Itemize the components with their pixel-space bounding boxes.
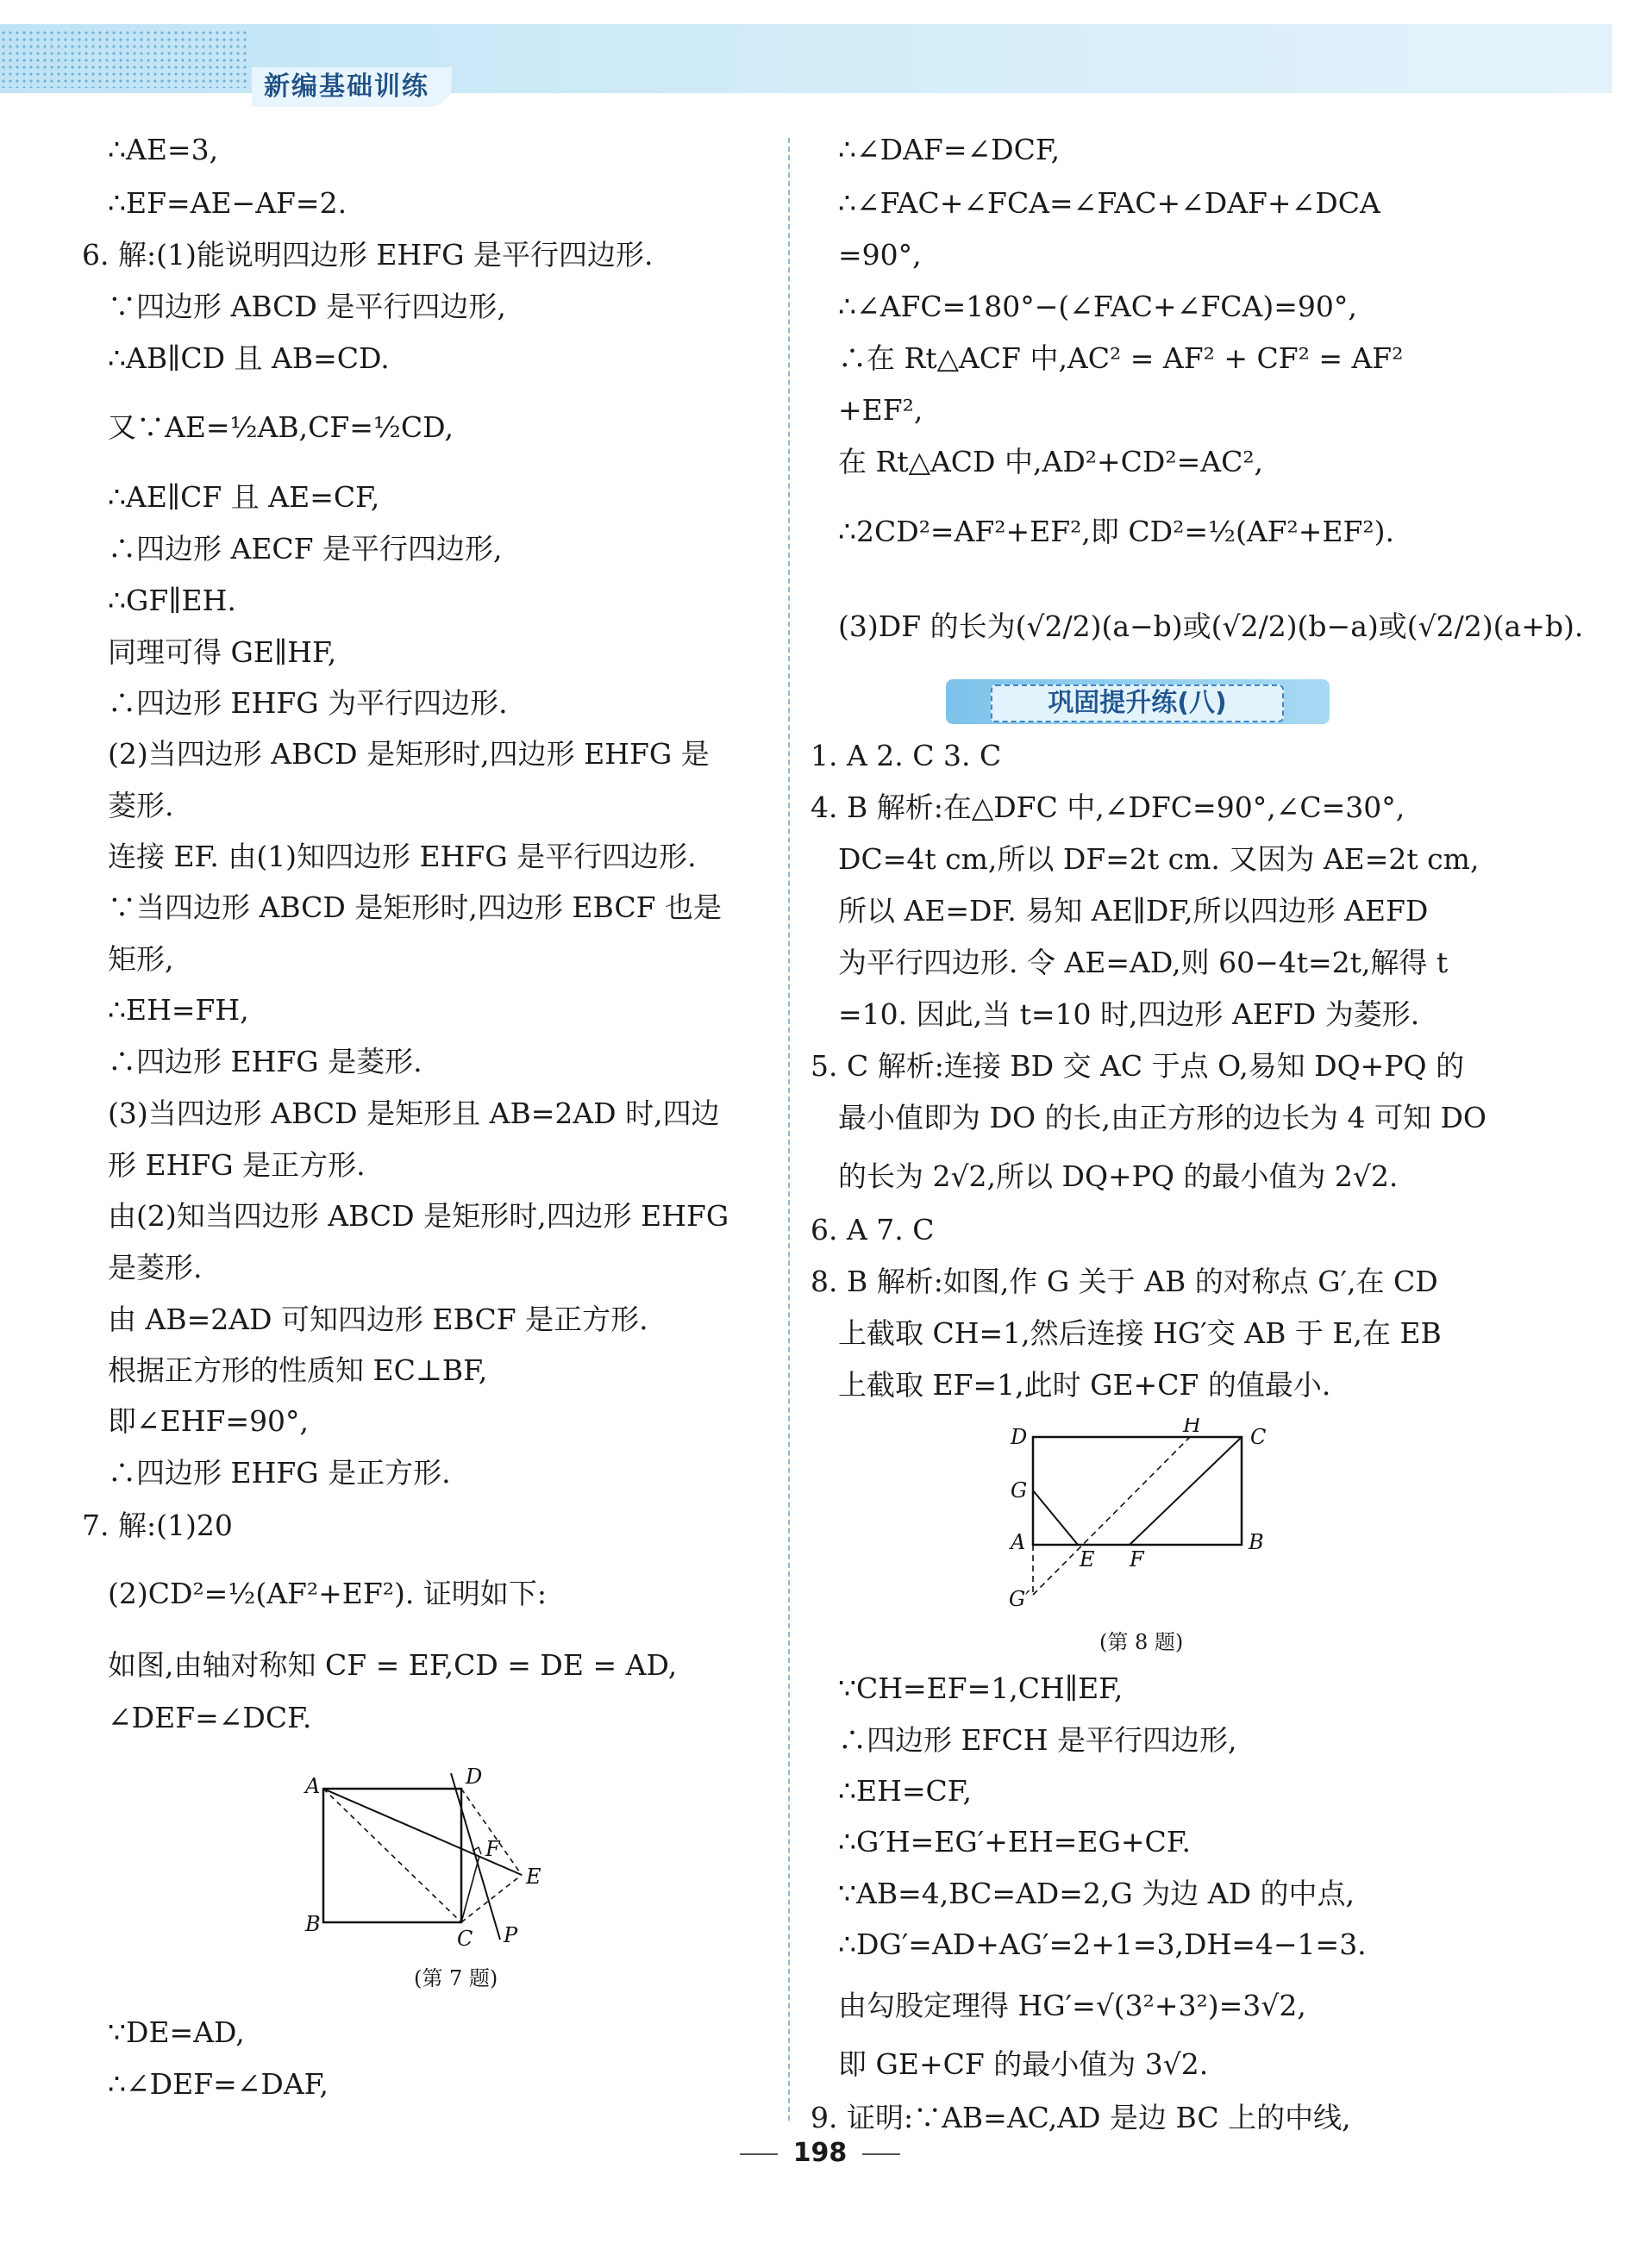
figure-7-line-CF bbox=[461, 1856, 479, 1922]
figure-8-label: B bbox=[1249, 1530, 1264, 1554]
text-line: 6. A 7. C bbox=[811, 1213, 935, 1246]
text-line: 最小值即为 DO 的长,由正方形的边长为 4 可知 DO bbox=[838, 1101, 1487, 1134]
text-line: ∴2CD²=AF²+EF²,即 CD²=½(AF²+EF²). bbox=[838, 515, 1395, 548]
text-line: ∴∠DEF=∠DAF, bbox=[108, 2067, 329, 2101]
text-line: ∵当四边形 ABCD 是矩形时,四边形 EBCF 也是 bbox=[108, 890, 722, 924]
text-line: 由(2)知当四边形 ABCD 是矩形时,四边形 EHFG bbox=[108, 1199, 729, 1233]
text-line: 的长为 2√2,所以 DQ+PQ 的最小值为 2√2. bbox=[838, 1159, 1399, 1193]
text-line: 上截取 EF=1,此时 GE+CF 的值最小. bbox=[838, 1368, 1331, 1402]
text-line: 8. B 解析:如图,作 G 关于 AB 的对称点 G′,在 CD bbox=[811, 1265, 1438, 1298]
text-line: DC=4t cm,所以 DF=2t cm. 又因为 AE=2t cm, bbox=[838, 842, 1480, 876]
figure-8-caption: (第 8 题) bbox=[1099, 1630, 1184, 1654]
text-line: ∴∠DAF=∠DCF, bbox=[838, 133, 1061, 166]
page-number-dash bbox=[740, 2153, 778, 2155]
text-line: 由 AB=2AD 可知四边形 EBCF 是正方形. bbox=[108, 1303, 648, 1336]
text-line: 形 EHFG 是正方形. bbox=[108, 1148, 366, 1182]
section-title: 巩固提升练(八) bbox=[991, 684, 1284, 722]
text-line: 即∠EHF=90°, bbox=[108, 1404, 310, 1438]
text-line: 9. 证明:∵AB=AC,AD 是边 BC 上的中线, bbox=[811, 2101, 1351, 2134]
text-line: +EF², bbox=[838, 393, 923, 427]
figure-7-label: E bbox=[526, 1865, 541, 1889]
figure-7-label: F bbox=[485, 1837, 500, 1861]
text-line: 又∵AE=½AB,CF=½CD, bbox=[108, 410, 454, 444]
figure-8-label: E bbox=[1080, 1547, 1095, 1571]
text-line: ∴四边形 EHFG 是正方形. bbox=[108, 1456, 451, 1490]
text-line: ∴∠FAC+∠FCA=∠FAC+∠DAF+∠DCA bbox=[838, 186, 1380, 220]
text-line: ∴EH=FH, bbox=[108, 993, 249, 1027]
text-line: 即 GE+CF 的最小值为 3√2. bbox=[838, 2047, 1209, 2081]
text-line: ∴DG′=AD+AG′=2+1=3,DH=4−1=3. bbox=[838, 1927, 1367, 1961]
text-line: ∴GF∥EH. bbox=[108, 584, 236, 617]
text-line: 如图,由轴对称知 CF = EF,CD = DE = AD, bbox=[108, 1648, 678, 1682]
section-banner bbox=[946, 679, 1330, 724]
figure-8-label: F bbox=[1130, 1547, 1144, 1571]
text-line: 同理可得 GE∥HF, bbox=[108, 635, 337, 669]
figure-7-label: C bbox=[457, 1927, 473, 1951]
header-band bbox=[0, 24, 1612, 93]
text-line: ∵四边形 ABCD 是平行四边形, bbox=[108, 290, 506, 323]
figure-8-label: G′ bbox=[1009, 1587, 1030, 1611]
text-line: ∴在 Rt△ACF 中,AC² = AF² + CF² = AF² bbox=[838, 341, 1404, 375]
text-line: 菱形. bbox=[108, 789, 174, 822]
figure-7-label: P bbox=[504, 1923, 518, 1947]
text-line: 1. A 2. C 3. C bbox=[811, 739, 1002, 772]
text-line: 根据正方形的性质知 EC⊥BF, bbox=[108, 1353, 488, 1387]
text-line: ∴EF=AE−AF=2. bbox=[108, 186, 347, 220]
text-line: 上截取 CH=1,然后连接 HG′交 AB 于 E,在 EB bbox=[838, 1316, 1442, 1350]
text-line: (3)DF 的长为(√2/2)(a−b)或(√2/2)(b−a)或(√2/2)(a+b). bbox=[838, 609, 1584, 643]
text-line: ∴EH=CF, bbox=[838, 1774, 973, 1808]
column-divider bbox=[788, 138, 790, 2121]
text-line: 4. B 解析:在△DFC 中,∠DFC=90°,∠C=30°, bbox=[811, 790, 1405, 824]
header-dot-pattern bbox=[0, 29, 250, 88]
figure-8-label: C bbox=[1250, 1425, 1267, 1449]
text-line: ∠DEF=∠DCF. bbox=[108, 1701, 312, 1734]
figure-8-line-HG bbox=[1033, 1437, 1190, 1595]
text-line: 6. 解:(1)能说明四边形 EHFG 是平行四边形. bbox=[82, 238, 654, 272]
text-line: (3)当四边形 ABCD 是矩形且 AB=2AD 时,四边 bbox=[108, 1097, 720, 1130]
text-line: ∴四边形 EFCH 是平行四边形, bbox=[838, 1723, 1237, 1757]
figure-7-label: A bbox=[305, 1774, 321, 1798]
figure-8-label: G bbox=[1011, 1478, 1028, 1503]
text-line: ∵DE=AD, bbox=[108, 2015, 245, 2049]
figure-8-label: D bbox=[1011, 1425, 1028, 1449]
figure-7-label: D bbox=[466, 1765, 483, 1789]
text-line: ∵AB=4,BC=AD=2,G 为边 AD 的中点, bbox=[838, 1877, 1355, 1910]
text-line: 由勾股定理得 HG′=√(3²+3²)=3√2, bbox=[838, 1989, 1306, 2022]
series-title: 新编基础训练 bbox=[252, 67, 452, 107]
text-line: 为平行四边形. 令 AE=AD,则 60−4t=2t,解得 t bbox=[838, 946, 1449, 979]
figure-7-label: B bbox=[305, 1912, 321, 1936]
text-line: (2)CD²=½(AF²+EF²). 证明如下: bbox=[108, 1577, 547, 1610]
figure-7-caption: (第 7 题) bbox=[414, 1966, 498, 1990]
figure-8-line-FC bbox=[1130, 1437, 1242, 1545]
text-line: 在 Rt△ACD 中,AD²+CD²=AC², bbox=[838, 445, 1264, 478]
figure-7-diagram bbox=[293, 1754, 604, 1961]
figure-8 bbox=[1000, 1418, 1293, 1616]
text-line: 5. C 解析:连接 BD 交 AC 于点 O,易知 DQ+PQ 的 bbox=[811, 1049, 1465, 1083]
text-line: 7. 解:(1)20 bbox=[82, 1509, 233, 1542]
figure-7 bbox=[293, 1754, 604, 1961]
text-line: ∴G′H=EG′+EH=EG+CF. bbox=[838, 1825, 1191, 1859]
text-line: ∴AE∥CF 且 AE=CF, bbox=[108, 480, 380, 514]
page-number-dash bbox=[862, 2153, 900, 2155]
text-line: (2)当四边形 ABCD 是矩形时,四边形 EHFG 是 bbox=[108, 737, 710, 771]
figure-8-label: H bbox=[1183, 1418, 1201, 1437]
figure-8-diagram bbox=[1000, 1418, 1293, 1616]
text-line: 矩形, bbox=[108, 942, 174, 976]
page-number: 198 bbox=[792, 2138, 848, 2168]
text-line: ∴AE=3, bbox=[108, 133, 219, 166]
text-line: =90°, bbox=[838, 238, 922, 272]
figure-8-label: A bbox=[1011, 1530, 1026, 1554]
text-line: 连接 EF. 由(1)知四边形 EHFG 是平行四边形. bbox=[108, 840, 697, 873]
page-number-row bbox=[0, 2138, 1640, 2168]
text-line: =10. 因此,当 t=10 时,四边形 AEFD 为菱形. bbox=[838, 997, 1420, 1031]
figure-7-diagonal bbox=[323, 1789, 461, 1922]
text-line: ∴四边形 AECF 是平行四边形, bbox=[108, 532, 503, 565]
text-line: ∴∠AFC=180°−(∠FAC+∠FCA)=90°, bbox=[838, 290, 1357, 323]
figure-7-line-AE bbox=[323, 1789, 522, 1875]
text-line: ∵CH=EF=1,CH∥EF, bbox=[838, 1671, 1124, 1705]
text-line: 是菱形. bbox=[108, 1251, 203, 1284]
figure-8-line-GE bbox=[1033, 1490, 1078, 1545]
figure-7-line-CE bbox=[461, 1875, 522, 1922]
text-line: ∴四边形 EHFG 是菱形. bbox=[108, 1045, 423, 1078]
text-line: ∴AB∥CD 且 AB=CD. bbox=[108, 341, 390, 375]
text-line: ∴四边形 EHFG 为平行四边形. bbox=[108, 686, 508, 720]
text-line: 所以 AE=DF. 易知 AE∥DF,所以四边形 AEFD bbox=[838, 894, 1429, 928]
